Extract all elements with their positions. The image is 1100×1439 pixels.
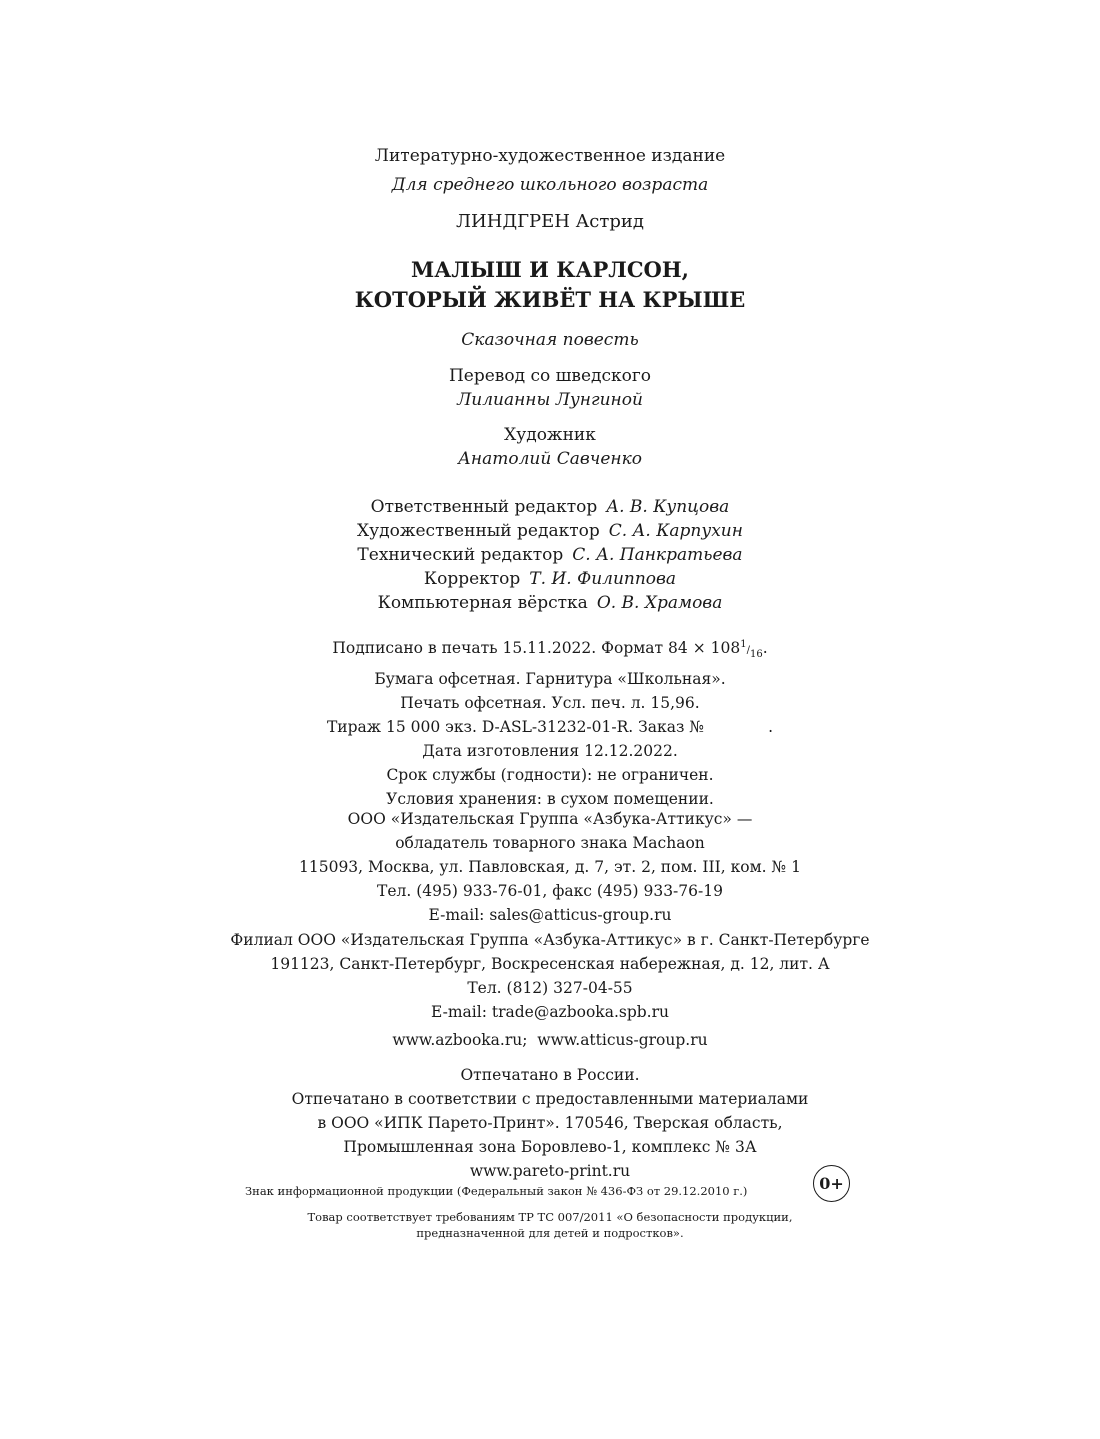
credit-role: Технический редактор [357, 545, 564, 565]
printer-line-3: в ООО «ИПК Парето-Принт». 170546, Тверская область, [317, 1114, 783, 1132]
publisher-address: 115093, Москва, ул. Павловская, д. 7, эт. 2, пом. III, ком. № 1 [299, 858, 801, 876]
credit-name: Т. И. Филиппова [529, 569, 677, 589]
editorial-credits [0, 495, 1100, 615]
author-text: ЛИНДГРЕН Астрид [456, 211, 644, 232]
title-line-2: КОТОРЫЙ ЖИВЁТ НА КРЫШЕ [354, 287, 746, 312]
translator-name: Лилианны Лунгиной [457, 390, 643, 410]
age-rating-badge [813, 1165, 850, 1202]
genre-text: Сказочная повесть [461, 330, 639, 350]
credit-role: Ответственный редактор [370, 497, 598, 517]
print-line-7: Условия хранения: в сухом помещении. [386, 790, 714, 808]
print-line-4: Тираж 15 000 экз. D-ASL-31232-01-R. Заказ № . [326, 718, 774, 736]
book-title [0, 255, 1100, 315]
credit-role: Компьютерная вёрстка [377, 593, 588, 613]
credit-line [0, 519, 1100, 543]
credit-role: Художественный редактор [357, 521, 600, 541]
credit-name: О. В. Храмова [596, 593, 723, 613]
author-name [0, 207, 1100, 237]
format-denominator: 16 [749, 649, 763, 660]
info-sign-text: Знак информационной продукции (Федеральный закон № 436-ФЗ от 29.12.2010 г.) [245, 1184, 748, 1198]
branch-info [0, 928, 1100, 1024]
print-line-6: Срок службы (годности): не ограничен. [386, 766, 714, 784]
print-line-3: Печать офсетная. Усл. печ. л. 15,96. [400, 694, 700, 712]
age-rating-text: 0+ [819, 1174, 844, 1193]
print-line-2: Бумага офсетная. Гарнитура «Школьная». [374, 670, 726, 688]
compliance-line-2: предназначенной для детей и подростков». [416, 1226, 684, 1240]
branch-address: 191123, Санкт-Петербург, Воскресенская набережная, д. 12, лит. А [270, 955, 830, 973]
print-line-1 [0, 633, 1100, 667]
illustration-label: Художник [504, 425, 596, 445]
credit-line [0, 591, 1100, 615]
print-details [0, 633, 1100, 811]
genre [0, 326, 1100, 354]
print-line-1-prefix: Подписано в печать 15.11.2022. Формат 84 × 108 [332, 639, 741, 657]
publisher-line-2: обладатель товарного знака Machaon [395, 834, 705, 852]
branch-line-1: Филиал ООО «Издательская Группа «Азбука-Аттикус» в г. Санкт-Петербурге [230, 931, 870, 949]
credit-name: С. А. Панкратьева [572, 545, 743, 565]
printer-line-4: Промышленная зона Боровлево-1, комплекс № 3А [343, 1138, 757, 1156]
printer-line-2: Отпечатано в соответствии с предоставленными материалами [291, 1090, 809, 1108]
compliance-line-1: Товар соответствует требованиям ТР ТС 007/2011 «О безопасности продукции, [307, 1210, 793, 1224]
credit-role: Корректор [423, 569, 521, 589]
publisher-line-1: ООО «Издательская Группа «Азбука-Аттикус» — [347, 810, 753, 828]
websites-text: www.azbooka.ru; www.atticus-group.ru [392, 1031, 708, 1049]
edition-header [0, 142, 1100, 200]
publisher-phone: Тел. (495) 933-76-01, факс (495) 933-76-19 [377, 882, 723, 900]
printer-line-1: Отпечатано в России. [460, 1066, 640, 1084]
age-group: Для среднего школьного возраста [391, 175, 709, 195]
title-line-1: МАЛЫШ И КАРЛСОН, [411, 257, 689, 282]
artist-name: Анатолий Савченко [458, 449, 642, 469]
print-line-5: Дата изготовления 12.12.2022. [422, 742, 678, 760]
translation-label: Перевод со шведского [448, 366, 652, 386]
illustration-credit [0, 423, 1100, 471]
branch-email: E-mail: trade@azbooka.spb.ru [431, 1003, 669, 1021]
branch-phone: Тел. (812) 327-04-55 [467, 979, 633, 997]
printer-website: www.pareto-print.ru [469, 1162, 631, 1180]
publisher-info [0, 807, 1100, 927]
translation-credit [0, 364, 1100, 412]
format-fraction: $^1/_{16}$ [740, 639, 763, 660]
websites [0, 1028, 1100, 1052]
credit-line [0, 567, 1100, 591]
format-numerator: 1 [740, 639, 747, 650]
credit-line [0, 495, 1100, 519]
edition-type: Литературно-художественное издание [374, 146, 726, 166]
print-line-1-suffix: . [762, 639, 768, 657]
publisher-email: E-mail: sales@atticus-group.ru [428, 906, 672, 924]
credit-name: С. А. Карпухин [608, 521, 743, 541]
credit-name: А. В. Купцова [606, 497, 730, 517]
printer-info [0, 1063, 1100, 1183]
credit-line [0, 543, 1100, 567]
compliance-note [0, 1209, 1100, 1241]
